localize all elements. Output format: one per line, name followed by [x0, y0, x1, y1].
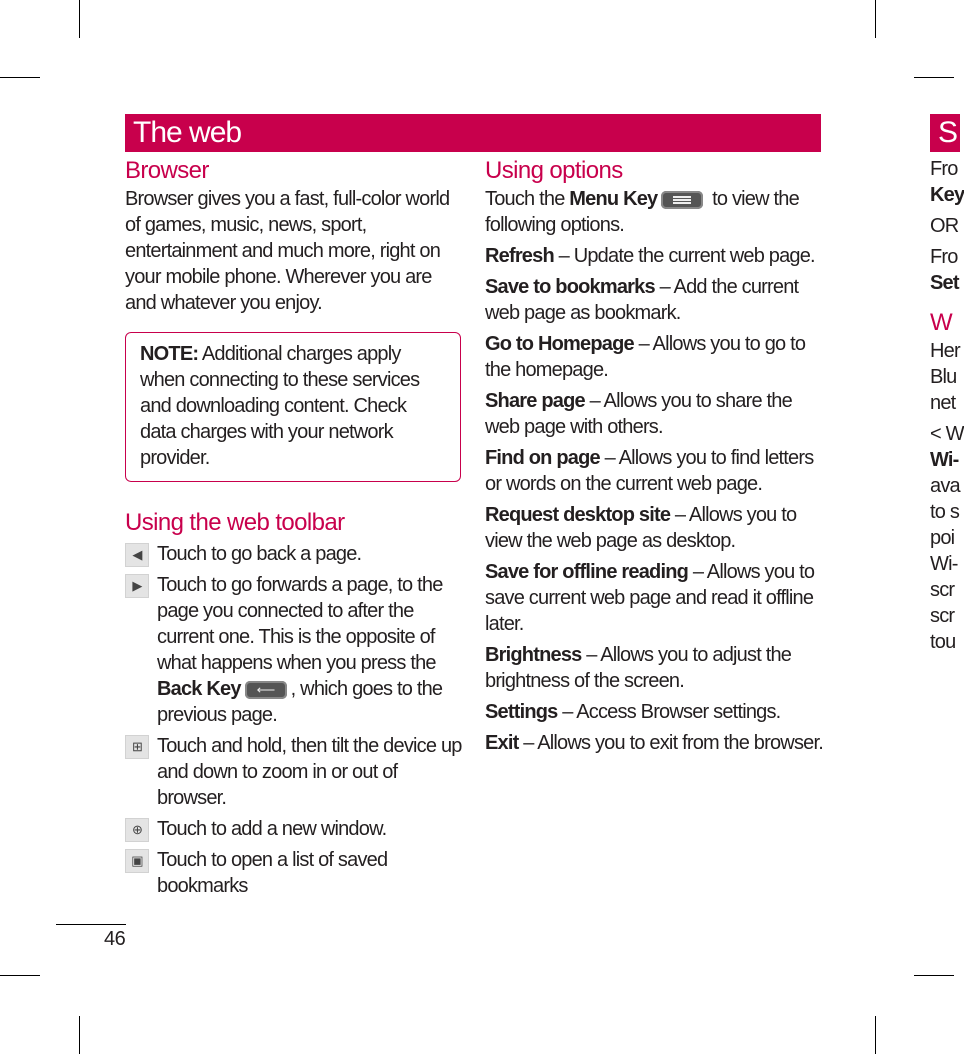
crop-mark	[914, 77, 954, 78]
footer-rule	[56, 924, 126, 925]
forward-arrow-icon: ▶	[125, 574, 149, 598]
browser-heading: Browser	[125, 157, 209, 184]
clipped-line: Her	[930, 340, 960, 362]
option-share-page	[485, 388, 825, 440]
option-desc: – Allows you to find letters or words on the current web page.	[485, 447, 814, 495]
clipped-line: Wi-	[930, 553, 958, 575]
middle-column	[485, 156, 825, 761]
option-desc: – Update the current web page.	[553, 245, 815, 267]
clipped-line: net	[930, 392, 956, 414]
clipped-line: < W	[930, 423, 964, 445]
option-exit	[485, 730, 825, 756]
tool-row-back	[125, 541, 465, 567]
intro-end: to view the following options.	[485, 188, 799, 236]
clipped-line: tou	[930, 631, 956, 653]
crop-mark	[914, 975, 954, 976]
intro-start: Touch the	[485, 188, 570, 210]
options-intro	[485, 186, 825, 238]
option-name: Settings	[485, 701, 558, 723]
option-desc: – Allows you to save current web page and read it offline later.	[485, 561, 815, 635]
browser-description: Browser gives you a fast, full-color world of games, music, news, sport, entertainment and much more, right on your mobile phone. Wherever you are and whatever you enjoy.	[125, 188, 450, 314]
tool-row-bookmarks	[125, 847, 465, 899]
clipped-line: ava	[930, 475, 960, 497]
tool-bookmarks-text: Touch to open a list of saved bookmarks	[157, 849, 388, 897]
note-text: Additional charges apply when connecting to these services and downloading content. Check data charges with your network provider.	[140, 343, 420, 469]
option-desc: – Allows you to exit from the browser.	[518, 732, 823, 754]
tool-forward-text	[157, 572, 465, 728]
add-window-icon: ⊕	[125, 818, 149, 842]
page-number: 46	[104, 928, 126, 950]
clipped-line: Fro	[930, 158, 958, 180]
zoom-tilt-icon: ⊞	[125, 735, 149, 759]
option-desc: – Allows you to go to the homepage.	[485, 333, 806, 381]
tool-new-window-text: Touch to add a new window.	[157, 818, 387, 840]
option-desktop-site	[485, 502, 825, 554]
tool-zoom-text: Touch and hold, then tilt the device up and down to zoom in or out of browser.	[157, 735, 462, 809]
option-name: Exit	[485, 732, 519, 754]
crop-mark	[875, 1016, 876, 1054]
left-column	[125, 156, 465, 904]
menu-key-label: Menu Key	[569, 188, 658, 210]
option-refresh	[485, 243, 825, 269]
clipped-line: Blu	[930, 366, 957, 388]
clipped-line: scr	[930, 605, 955, 627]
option-name: Refresh	[485, 245, 554, 267]
back-key-label: Back Key	[157, 678, 241, 700]
option-find-on-page	[485, 445, 825, 497]
back-arrow-icon: ◀	[125, 543, 149, 567]
clipped-line: scr	[930, 579, 955, 601]
option-offline-reading	[485, 559, 825, 637]
option-name: Save for offline reading	[485, 561, 689, 583]
next-section-banner: S	[930, 114, 960, 152]
tool-row-new-window	[125, 816, 465, 842]
tool-row-forward	[125, 572, 465, 728]
option-name: Brightness	[485, 644, 582, 666]
option-desc: – Access Browser settings.	[557, 701, 781, 723]
option-desc: – Add the current web page as bookmark.	[485, 276, 799, 324]
crop-mark	[79, 1016, 80, 1054]
options-heading: Using options	[485, 157, 623, 184]
option-name: Save to bookmarks	[485, 276, 655, 298]
forward-desc-end: , which goes to the previous page.	[157, 678, 443, 726]
option-homepage	[485, 331, 825, 383]
option-name: Find on page	[485, 447, 600, 469]
clipped-line: Set	[930, 272, 959, 294]
menu-key-icon	[661, 191, 703, 209]
option-desc: – Allows you to view the web page as desktop.	[485, 504, 797, 552]
option-desc: – Allows you to share the web page with others.	[485, 390, 792, 438]
section-banner: The web	[125, 114, 821, 152]
right-column-clipped	[930, 156, 964, 655]
clipped-line: Fro	[930, 246, 958, 268]
clipped-line: to s	[930, 501, 960, 523]
clipped-line: Wi-	[930, 449, 959, 471]
note-box	[125, 332, 461, 482]
crop-mark	[79, 0, 80, 38]
note-label: NOTE:	[140, 343, 199, 365]
crop-mark	[0, 975, 40, 976]
clipped-heading: W	[930, 309, 953, 336]
option-name: Request desktop site	[485, 504, 671, 526]
option-settings	[485, 699, 825, 725]
clipped-line: OR	[930, 215, 959, 237]
tool-back-text: Touch to go back a page.	[157, 543, 362, 565]
back-key-icon: ⟵	[245, 681, 287, 699]
toolbar-heading: Using the web toolbar	[125, 509, 345, 536]
option-desc: – Allows you to adjust the brightness of the screen.	[485, 644, 792, 692]
clipped-line: Key	[930, 184, 964, 206]
crop-mark	[0, 77, 40, 78]
clipped-line: poi	[930, 527, 955, 549]
bookmark-icon: ▣	[125, 849, 149, 873]
option-name: Go to Homepage	[485, 333, 634, 355]
option-save-bookmarks	[485, 274, 825, 326]
forward-desc: Touch to go forwards a page, to the page you connected to after the current one. This is the opposite of what happens when you press the	[157, 574, 443, 674]
option-name: Share page	[485, 390, 585, 412]
crop-mark	[875, 0, 876, 38]
tool-row-zoom	[125, 733, 465, 811]
option-brightness	[485, 642, 825, 694]
